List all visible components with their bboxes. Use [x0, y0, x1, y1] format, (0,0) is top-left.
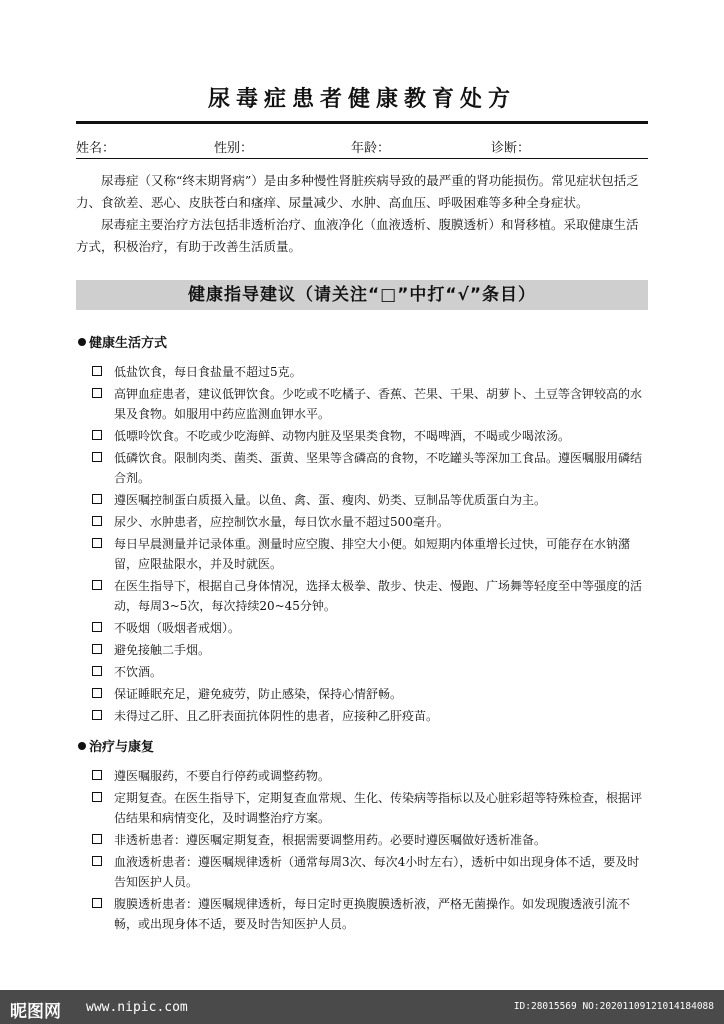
checklist-item: [92, 662, 648, 682]
checkbox[interactable]: [92, 834, 102, 844]
watermark-logo: 昵图网: [10, 1002, 61, 1022]
section-heading-label: 健康生活方式: [89, 336, 168, 351]
checkbox[interactable]: [92, 494, 102, 504]
bullet-icon: [78, 742, 86, 750]
patient-info-row: [76, 137, 648, 159]
checklist-item-text: 高钾血症患者，建议低钾饮食。少吃或不吃橘子、香蕉、芒果、干果、胡萝卜、土豆等含钾较高的水果及食物。如服用中药应监测血钾水平。: [114, 387, 643, 421]
checklist-item: [92, 830, 648, 850]
checklist-item-text: 保证睡眠充足，避免疲劳，防止感染，保持心情舒畅。: [114, 687, 403, 701]
checklist-item-text: 遵医嘱控制蛋白质摄入量。以鱼、禽、蛋、瘦肉、奶类、豆制品等优质蛋白为主。: [114, 493, 547, 507]
checklist-item: [92, 534, 648, 574]
checkbox[interactable]: [92, 580, 102, 590]
checklist-item: [92, 426, 648, 446]
checklist-item: [92, 852, 648, 892]
checkbox[interactable]: [92, 666, 102, 676]
checkbox[interactable]: [92, 688, 102, 698]
checklist-item: [92, 618, 648, 638]
checklist-item: [92, 384, 648, 424]
checklist-item-text: 避免接触二手烟。: [114, 643, 211, 657]
intro-section: [76, 170, 648, 258]
checklist-item: [92, 640, 648, 660]
title-rule: [76, 121, 648, 124]
checklist-item: [92, 766, 648, 786]
watermark-id: ID:28015569 NO:20201109121014184088: [513, 1001, 714, 1012]
checklist-item-text: 血液透析患者：遵医嘱规律透析（通常每周3次、每次4小时左右），透析中如出现身体不适，要及时告知医护人员。: [114, 855, 640, 889]
checkbox[interactable]: [92, 770, 102, 780]
checkbox[interactable]: [92, 388, 102, 398]
checklist-item-text: 不饮酒。: [114, 665, 163, 679]
checklist-item-text: 尿少、水肿患者，应控制饮水量，每日饮水量不超过500毫升。: [114, 515, 449, 529]
checklist-item-text: 非透析患者：遵医嘱定期复查，根据需要调整用药。必要时遵医嘱做好透析准备。: [114, 833, 547, 847]
info-rule: [76, 158, 648, 159]
checkbox[interactable]: [92, 430, 102, 440]
checklist-item: [92, 362, 648, 382]
lifestyle-checklist: [92, 362, 648, 728]
checklist-item: [92, 490, 648, 510]
checkbox[interactable]: [92, 792, 102, 802]
checklist-item: [92, 894, 648, 934]
checkbox[interactable]: [92, 644, 102, 654]
checklist-item: [92, 788, 648, 828]
checklist-item: [92, 512, 648, 532]
checklist-item-text: 不吸烟（吸烟者戒烟）。: [114, 621, 241, 635]
diagnosis-field-label: 诊断：: [491, 141, 531, 156]
checkbox[interactable]: [92, 710, 102, 720]
checkbox[interactable]: [92, 898, 102, 908]
bullet-icon: [78, 338, 86, 346]
checklist-item-text: 每日早晨测量并记录体重。测量时应空腹、排空大小便。如短期内体重增长过快，可能存在水钠潴留，应限盐限水，并及时就医。: [114, 537, 631, 571]
guidance-banner: 健康指导建议（请关注“□”中打“√”条目）: [76, 280, 648, 310]
checkbox[interactable]: [92, 452, 102, 462]
page-title: 尿毒症患者健康教育处方: [207, 87, 516, 112]
checklist-item-text: 未得过乙肝、且乙肝表面抗体阴性的患者，应接种乙肝疫苗。: [114, 709, 439, 723]
watermark-bar: [0, 990, 724, 1024]
name-field-label: 姓名：: [76, 141, 116, 156]
checkbox[interactable]: [92, 516, 102, 526]
checkbox[interactable]: [92, 538, 102, 548]
checklist-item-text: 遵医嘱服药，不要自行停药或调整药物。: [114, 769, 331, 783]
intro-paragraph: 尿毒症主要治疗方法包括非透析治疗、血液净化（血液透析、腹膜透析）和肾移植。采取健康生活方式，积极治疗，有助于改善生活质量。: [76, 217, 639, 254]
checklist-item-text: 在医生指导下，根据自己身体情况，选择太极拳、散步、快走、慢跑、广场舞等轻度至中等强度的活动，每周3~5次，每次持续20~45分钟。: [114, 579, 643, 613]
section-heading-label: 治疗与康复: [89, 740, 155, 755]
checklist-item: [92, 706, 648, 726]
gender-field-label: 性别：: [214, 141, 254, 156]
watermark-url: www.nipic.com: [86, 1000, 188, 1015]
section-heading-treatment: [78, 736, 154, 755]
checkbox[interactable]: [92, 622, 102, 632]
checkbox[interactable]: [92, 366, 102, 376]
checklist-item: [92, 448, 648, 488]
checklist-item: [92, 576, 648, 616]
checklist-item-text: 低磷饮食。限制肉类、菌类、蛋黄、坚果等含磷高的食物，不吃罐头等深加工食品。遵医嘱服用磷结合剂。: [114, 451, 643, 485]
intro-paragraph: 尿毒症（又称“终末期肾病”）是由多种慢性肾脏疾病导致的最严重的肾功能损伤。常见症状包括乏力、食欲差、恶心、皮肤苍白和瘙痒、尿量减少、水肿、高血压、呼吸困难等多种全身症状。: [76, 173, 639, 210]
checklist-item-text: 腹膜透析患者：遵医嘱规律透析，每日定时更换腹膜透析液，严格无菌操作。如发现腹透液引流不畅，或出现身体不适，要及时告知医护人员。: [114, 897, 631, 931]
checkbox[interactable]: [92, 856, 102, 866]
checklist-item-text: 低嘌呤饮食。不吃或少吃海鲜、动物内脏及坚果类食物，不喝啤酒，不喝或少喝浓汤。: [114, 429, 571, 443]
checklist-item-text: 低盐饮食，每日食盐量不超过5克。: [114, 365, 302, 379]
treatment-checklist: [92, 766, 648, 936]
age-field-label: 年龄：: [351, 141, 391, 156]
section-heading-lifestyle: [78, 332, 167, 351]
checklist-item: [92, 684, 648, 704]
checklist-item-text: 定期复查。在医生指导下，定期复查血常规、生化、传染病等指标以及心脏彩超等特殊检查，根据评估结果和病情变化，及时调整治疗方案。: [114, 791, 643, 825]
